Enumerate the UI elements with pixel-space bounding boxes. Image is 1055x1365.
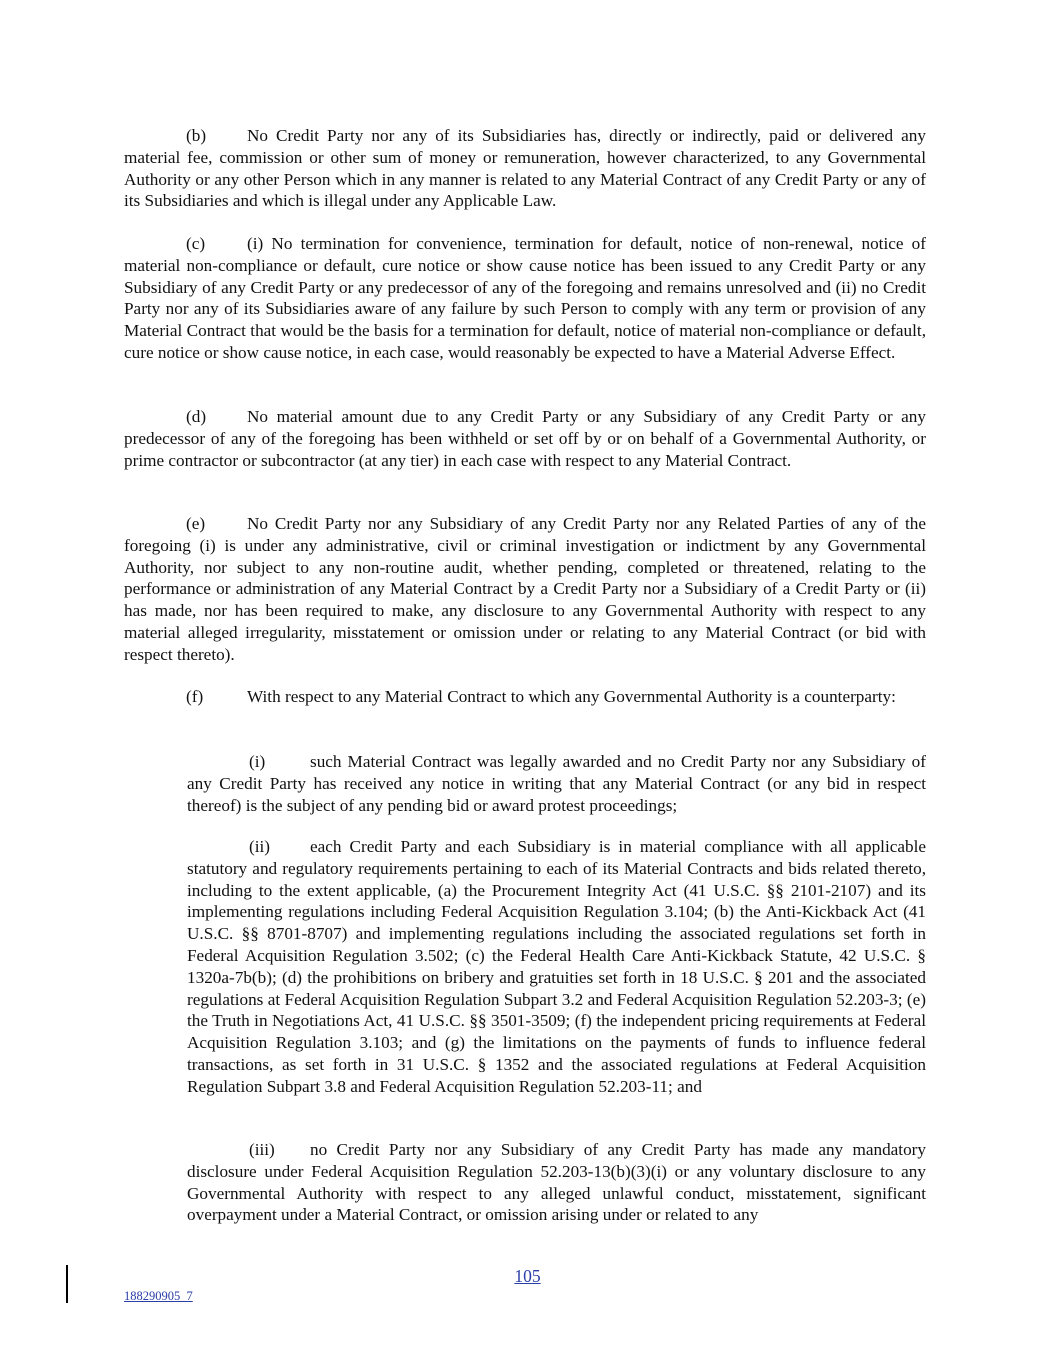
paragraph-text: No material amount due to any Credit Party or any Subsidiary of any Credit Party or any predecessor of any of the foregoing has been withheld or set off by or on behalf of a Governmental Authority, or prime contractor or subcontractor (at any tier) in each case with respect to any Material Contract.	[124, 407, 926, 470]
paragraph-f	[124, 686, 926, 708]
paragraph-text: With respect to any Material Contract to which any Governmental Authority is a counterparty:	[247, 687, 896, 706]
subparagraph-ii	[187, 836, 926, 1098]
paragraph-b	[124, 125, 926, 212]
paragraph-label: (c)	[186, 234, 206, 253]
subparagraph-text: such Material Contract was legally awarded and no Credit Party nor any Subsidiary of any Credit Party has received any notice in writing that any Material Contract (or any bid in respect thereof) is the subject of any pending bid or award protest proceedings;	[187, 752, 926, 815]
subparagraph-iii	[187, 1139, 926, 1226]
subparagraph-text: each Credit Party and each Subsidiary is in material compliance with all applicable statutory and regulatory requirements pertaining to each of its Material Contracts and bids related thereto, including to the extent applicable, (a) the Procurement Integrity Act (41 U.S.C. §§ 2101-2107) and its implementing regulations including Federal Acquisition Regulation 3.104; (b) the Anti-Kickback Act (41 U.S.C. §§ 8701-8707) and implementing regulations including the associated regulations set forth in Federal Acquisition Regulation 3.502; (c) the Federal Health Care Anti-Kickback Statute, 42 U.S.C. § 1320a-7b(b); (d) the prohibitions on bribery and gratuities set forth in 18 U.S.C. § 201 and the associated regulations at Federal Acquisition Regulation Subpart 3.2 and Federal Acquisition Regulation 52.203-3; (e) the Truth in Negotiations Act, 41 U.S.C. §§ 3501-3509; (f) the independent pricing requirements at Federal Acquisition Regulation 3.103; and (g) the limitations on the payments of funds to influence federal transactions, as set forth in 31 U.S.C. § 1352 and the associated regulations at Federal Acquisition Regulation Subpart 3.8 and Federal Acquisition Regulation 52.203-11; and	[187, 837, 926, 1096]
paragraph-label: (f)	[186, 687, 204, 706]
subparagraph-text: no Credit Party nor any Subsidiary of any Credit Party has made any mandatory disclosure under Federal Acquisition Regulation 52.203-13(b)(3)(i) or any voluntary disclosure to any Governmental Authority with respect to any alleged unlawful conduct, misstatement, significant overpayment under a Material Contract, or omission arising under or related to any	[187, 1140, 926, 1225]
paragraph-label: (e)	[186, 514, 206, 533]
paragraph-text: (i) No termination for convenience, termination for default, notice of non-renewal, notice of material non-compliance or default, cure notice or show cause notice has been issued to any Credit Party or any Subsidiary of any Credit Party or any predecessor of any of the foregoing and remains unresolved and (ii) no Credit Party nor any of its Subsidiaries aware of any failure by such Person to comply with any term or provision of any Material Contract that would be the basis for a termination for default, notice of material non-compliance or default, cure notice or show cause notice, in each case, would reasonably be expected to have a Material Adverse Effect.	[124, 234, 926, 362]
paragraph-d	[124, 406, 926, 471]
paragraph-label: (d)	[186, 407, 207, 426]
paragraph-text: No Credit Party nor any Subsidiary of any Credit Party nor any Related Parties of any of the foregoing (i) is under any administrative, civil or criminal investigation or indictment by any Governmental Authority, nor subject to any non-routine audit, whether pending, completed or threatened, relating to the performance or administration of any Material Contract by a Credit Party nor a Subsidiary of a Credit Party or (ii) has made, nor has been required to make, any disclosure to any Governmental Authority with respect to any material alleged irregularity, misstatement or omission under or relating to any Material Contract (or bid with respect thereto).	[124, 514, 926, 664]
paragraph-e	[124, 513, 926, 666]
paragraph-text: No Credit Party nor any of its Subsidiaries has, directly or indirectly, paid or delivered any material fee, commission or other sum of money or remuneration, however characterized, to any Governmental Authority or any other Person which in any manner is related to any Material Contract of any Credit Party or any of its Subsidiaries and which is illegal under any Applicable Law.	[124, 126, 926, 211]
subparagraph-label: (ii)	[249, 837, 270, 856]
paragraph-c	[124, 233, 926, 364]
document-id: 188290905_7	[124, 1289, 193, 1303]
subparagraph-i	[187, 751, 926, 816]
subparagraph-label: (i)	[249, 752, 266, 771]
subparagraph-label: (iii)	[249, 1140, 275, 1159]
page-number: 105	[514, 1266, 541, 1286]
paragraph-label: (b)	[186, 126, 207, 145]
